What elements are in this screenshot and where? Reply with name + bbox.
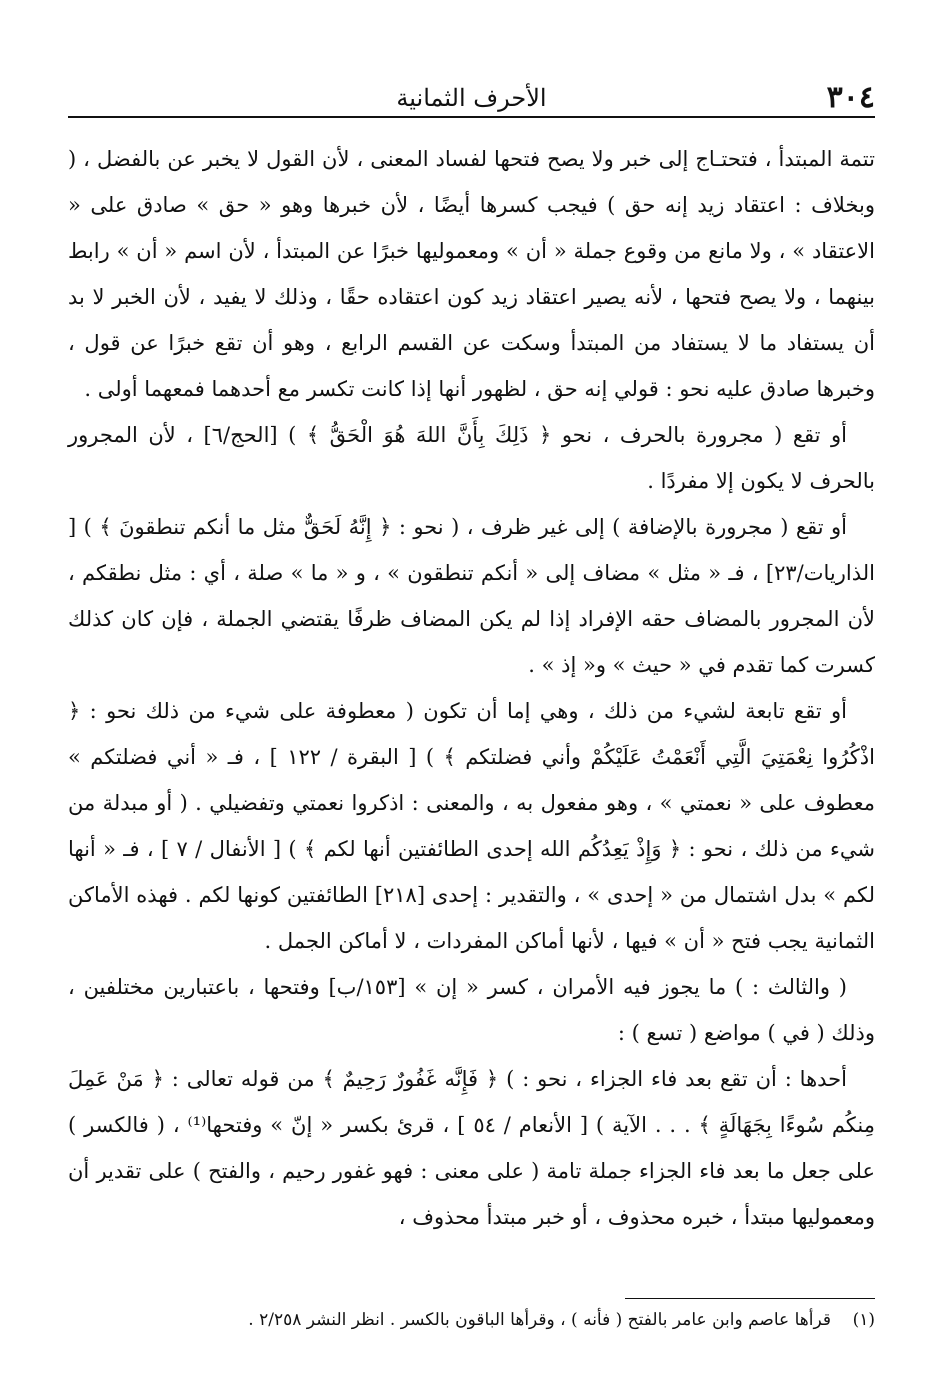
paragraph: أحدها : أن تقع بعد فاء الجزاء ، نحو : ) ﴿ فَإِنَّه غَفُورٌ رَحِيمٌ ﴾ من قوله تعالى : ﴿ مَنْ عَمِلَ مِنكُم سُوءًا بِجَهَالَةٍ ﴾ . . . الآية ) [ الأنعام / ٥٤ ] ، قرئ بكسر « إنّ » وفتحها⁽¹⁾ ، ( فالكسر ) على جعل ما بعد فاء الجزاء جملة تامة ( على معنى : فهو غفور رحيم ، والفتح ) على تقدير أن ومعموليها مبتدأ ، خبره محذوف ، أو خبر مبتدأ محذوف ، bbox=[68, 1067, 875, 1229]
paragraph: أو تقع ( مجرورة بالإضافة ) إلى غير ظرف ، ( نحو : ﴿ إِنَّهُ لَحَقٌّ مثل ما أنكم تنطقونَ ﴾ ) [ الذاريات/٢٣] ، فـ « مثل » مضاف إلى « أنكم تنطقون » ، و « ما » صلة ، أي : مثل نطقكم ، لأن المجرور بالمضاف حقه الإفراد إذا لم يكن المضاف ظرفًا يقتضي الجملة ، فإن كان كذلك كسرت كما تقدم في « حيث » و« إذ » . bbox=[68, 515, 875, 677]
footnote-marker: (١) bbox=[852, 1310, 875, 1330]
page-number: ٣٠٤ bbox=[826, 80, 875, 115]
paragraph: تتمة المبتدأ ، فتحتـاج إلى خبر ولا يصح فتحها لفساد المعنى ، لأن القول لا يخبر عن بالفضل ، ( وبخلاف : اعتقاد زيد إنه حق ) فيجب كسرها أيضًا ، لأن خبرها وهو « حق » صادق على « الاعتقاد » ، ولا مانع من وقوع جملة « أن » ومعموليها خبرًا عن المبتدأ ، لأن اسم « أن » رابط بينهما ، ولا يصح فتحها ، لأنه يصير اعتقاد زيد كون اعتقاده حقًا ، وذلك لا يفيد ، لأن الخبر لا بد أن يستفاد ما لا يستفاد من المبتدأ وسكت عن القسم الرابع ، وهو أن تقع خبرًا عن قول ، وخبرها صادق عليه نحو : قولي إنه حق ، لظهور أنها إذا كانت تكسر مع أحدهما فمعهما أولى . bbox=[68, 147, 875, 401]
running-title: الأحرف الثمانية bbox=[396, 84, 547, 112]
paragraph: ( والثالث : ) ما يجوز فيه الأمران ، كسر « إن » [١٥٣/ب] وفتحها ، باعتبارين مختلفين ، وذلك ( في ) مواضع ( تسع ) : bbox=[68, 975, 875, 1045]
footnote bbox=[68, 1306, 875, 1334]
paragraph: أو تقع تابعة لشيء من ذلك ، وهي إما أن تكون ( معطوفة على شيء من ذلك نحو : ﴿ اذْكُرُوا نِعْمَتِيَ الَّتِي أَنْعَمْتُ عَلَيْكُمْ وأني فضلتكم ﴾ ) [ البقرة / ١٢٢ ] ، فـ « أني فضلتكم » معطوف على « نعمتي » ، وهو مفعول به ، والمعنى : اذكروا نعمتي وتفضيلي . ( أو مبدلة من شيء من ذلك ، نحو : ﴿ وَإِذْ يَعِدُكُم الله إحدى الطائفتين أنها لكم ﴾ ) [ الأنفال / ٧ ] ، فـ « أنها لكم » بدل اشتمال من « إحدى » ، والتقدير : إحدى [٢١٨] الطائفتين كونها لكم . فهذه الأماكن الثمانية يجب فتح « أن » فيها ، لأنها أماكن المفردات ، لا أماكن الجمل . bbox=[68, 699, 875, 953]
page-header bbox=[68, 80, 875, 118]
body-text bbox=[68, 136, 875, 1240]
footnote-divider bbox=[625, 1298, 875, 1299]
paragraph: أو تقع ( مجرورة بالحرف ، نحو ﴿ ذَلِكَ بِأَنَّ اللهَ هُوَ الْحَقُّ ﴾ ) [الحج/٦] ، لأن المجرور بالحرف لا يكون إلا مفردًا . bbox=[68, 423, 875, 493]
footnote-text: قرأها عاصم وابن عامر بالفتح ( فأنه ) ، وقرأها الباقون بالكسر . انظر النشر ٢/٢٥٨ . bbox=[248, 1310, 831, 1330]
